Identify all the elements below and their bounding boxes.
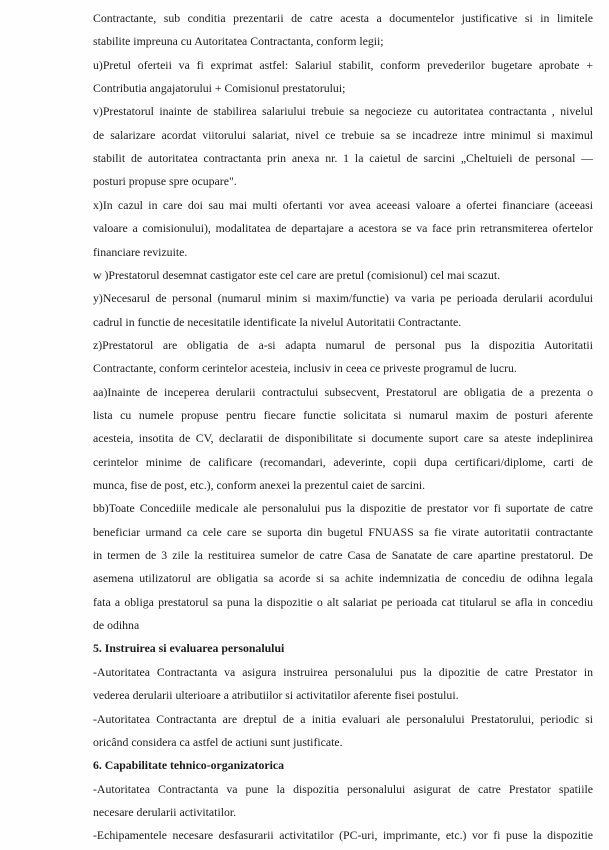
text-line: y)Necesarul de personal (numarul minim si maxim/functie) va varia pe perioada derularii acordului [93,291,593,306]
text-line: -Echipamentele necesare desfasurarii activitatilor (PC-uri, imprimante, etc.) vor fi puse la dispozitie [93,828,593,843]
section-heading: 6. Capabilitate tehnico-organizatorica [93,758,285,773]
text-line: posturi propuse spre ocupare". [93,174,237,189]
text-line: v)Prestatorul inainte de stabilirea salariului trebuie sa negocieze cu autoritatea contractanta , nivelul [93,104,593,119]
text-line: x)In cazul in care doi sau mai multi ofertanti vor avea aceeasi valoare a ofertei financiare (aceeasi [93,197,593,212]
text-line: vederea derularii ulterioare a atributiilor si activitatilor aferente fisei postului. [93,688,459,703]
text-line: acesteia, insotita de CV, declaratii de disponibilitate si documente suport care sa ateste indeplinirea [93,431,593,446]
text-line: lista cu numele propuse pentru fiecare functie solicitata si numarul maxim de posturi aferente [93,407,593,422]
text-line: in termen de 3 zile la restituirea sumelor de catre Casa de Sanatate de care apartine prestatorul. De [93,548,593,563]
text-line: de odihna [93,618,140,633]
text-line: -Autoritatea Contractanta are dreptul de a initia evaluari ale personalului Prestatorului, periodic si [93,711,593,726]
text-line: Contributia angajatorului + Comisionul prestatorului; [93,81,346,96]
text-line: cerintelor minime de calificare (recomandari, adeverinte, copii dupa certificari/diplome, carti de [93,454,593,469]
text-line: w )Prestatorul desemnat castigator este cel care are pretul (comisionul) cel mai scazut. [93,267,501,282]
text-line: -Autoritatea Contractanta va asigura instruirea personalului pus la dipozitie de catre Prestator in [93,664,593,679]
text-line: bb)Toate Concediile medicale ale personalului pus la dispozitie de prestator vor fi suportate de catre [93,501,593,516]
text-line: cadrul in functie de necesitatile identificate la nivelul Autoritatii Contractante. [93,314,462,329]
text-line: de salarizare acordat viitorului salariat, nivel ce trebuie sa se incadreze intre minimul si maximul [93,127,593,142]
text-line: asemena utilizatorul are obligatia sa acorde si sa achite indemnizatia de concediu de odihna legala [93,571,593,586]
text-line: oricând considera ca astfel de actiuni sunt justificate. [93,734,343,749]
text-line: aa)Inainte de inceperea derularii contractului subsecvent, Prestatorul are obligatia de a prezenta o [93,384,593,399]
section-heading: 5. Instruirea si evaluarea personalului [93,641,285,656]
text-line: -Autoritatea Contractanta va pune la dispozitia personalului asigurat de catre Prestator spatiile [93,781,593,796]
text-line: z)Prestatorul are obligatia de a-si adapta numarul de personal pus la dispozitia Autoritatii [93,337,593,352]
text-line: fata a obliga prestatorul sa puna la dispozitie o alt salariat pe perioada cat titularul se afla in concediu [93,594,593,609]
text-line: Contractante, sub conditia prezentarii de catre acesta a documentelor justificative si in limitele [93,11,593,25]
text-line: munca, fise de post, etc.), conform anexei la prezentul caiet de sarcini. [93,478,426,492]
text-line: Contractante, conform cerintelor acesteia, inclusiv in ceea ce priveste programul de lucru. [93,361,517,376]
text-line: financiare revizuite. [93,244,188,259]
text-line: stabilit de autoritatea contractanta prin anexa nr. 1 la caietul de sarcini „Cheltuieli de personal — [93,151,593,166]
text-line: necesare derularii activitatilor. [93,804,237,819]
text-line: u)Pretul oferteii va fi exprimat astfel: Salariul stabilit, conform prevederilor bugetare aprobate + [93,57,593,72]
text-line: stabilite impreuna cu Autoritatea Contractanta, conform legii; [93,34,384,49]
text-line: valoare a comisionului), modalitatea de departajare a acestora se va face prin retransmiterea ofertelor [93,221,593,236]
text-line: beneficiar urmand ca cele care se suporta din bugetul FNUASS sa fie virate autoritatii contractante [93,524,593,539]
